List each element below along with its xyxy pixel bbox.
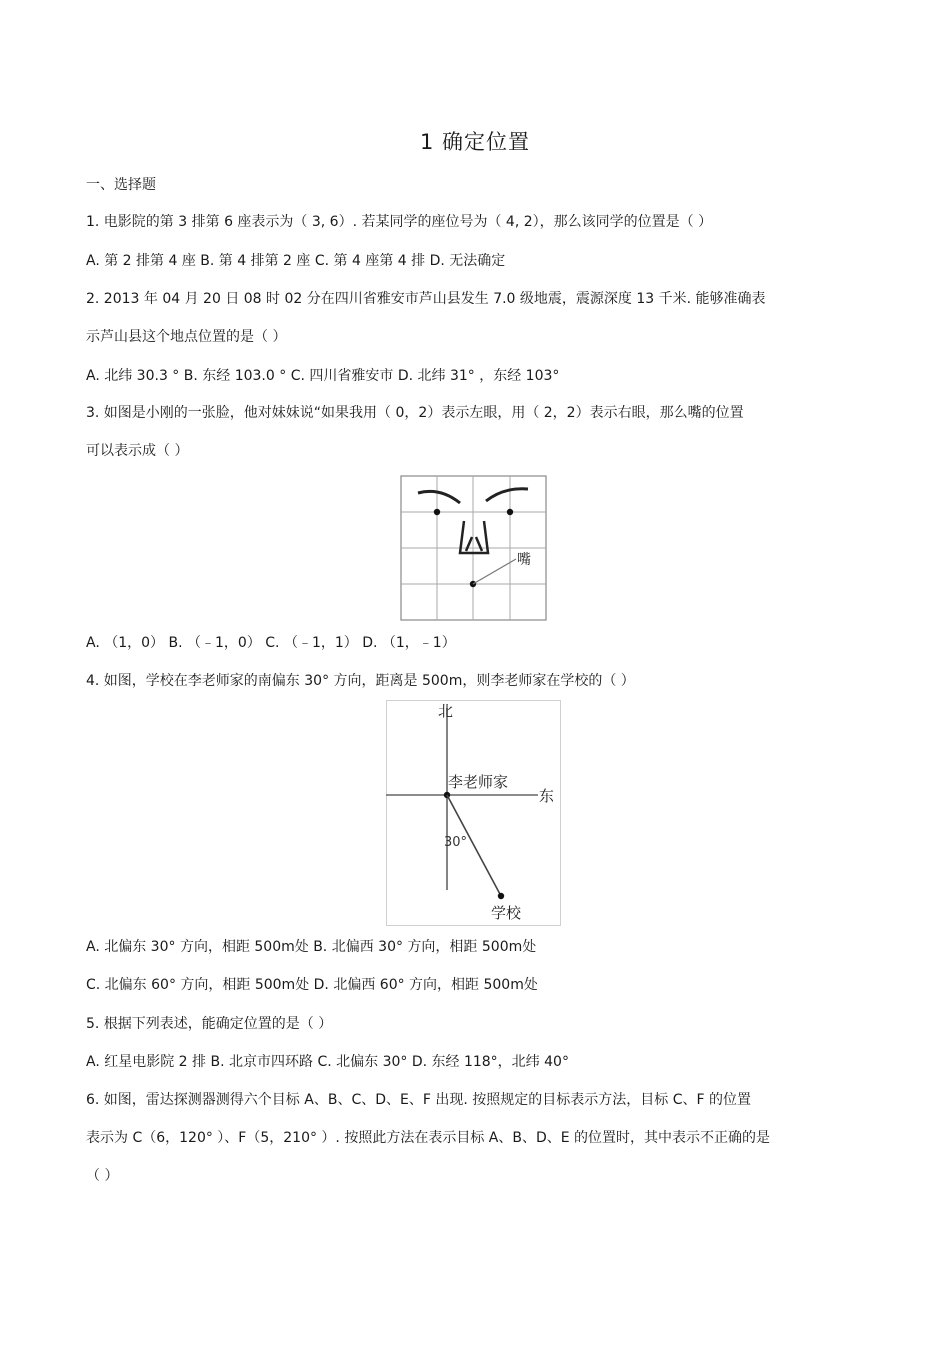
angle-label: 30° [444,835,468,850]
direction-figure [386,700,561,926]
question-6-stem-line3: （ ） [86,1168,119,1184]
question-1-options: A. 第 2 排第 4 座 B. 第 4 排第 2 座 C. 第 4 座第 4 排 D. 无法确定 [86,253,506,269]
question-6-stem-line1: 6. 如图，雷达探测器测得六个目标 A、B、C、D、E、F 出现. 按照规定的目标表示方法，目标 C、F 的位置 [86,1092,751,1108]
home-label: 李老师家 [448,773,509,791]
question-3-options: A. （1，0） B. （﹣1，0） C. （﹣1，1） D. （1，﹣1） [86,635,456,651]
question-4-options-line1: A. 北偏东 30° 方向，相距 500m处 B. 北偏西 30° 方向，相距 500m处 [86,939,537,955]
question-3-stem-line2: 可以表示成（ ） [86,443,189,459]
question-6-stem-line2: 表示为 C（6，120° ）、F（5，210° ）. 按照此方法在表示目标 A、B、D、E 的位置时，其中表示不正确的是 [86,1130,771,1146]
right-eyebrow [486,489,528,501]
school-point [498,893,504,899]
question-2-stem-line1: 2. 2013 年 04 月 20 日 08 时 02 分在四川省雅安市芦山县发生 7.0 级地震，震源深度 13 千米. 能够准确表 [86,291,766,307]
question-3-stem-line1: 3. 如图是小刚的一张脸，他对妹妹说“如果我用（ 0，2）表示左眼，用（ 2，2）表示右眼，那么嘴的位置 [86,405,744,421]
east-label: 东 [539,787,555,805]
section-heading: 一、选择题 [86,177,156,193]
north-label: 北 [438,702,454,720]
question-2-stem-line2: 示芦山县这个地点位置的是（ ） [86,329,287,345]
school-label: 学校 [491,904,522,922]
face-grid-figure [400,475,547,621]
page-title: 1 确定位置 [419,130,531,154]
mouth-label: 嘴 [517,552,531,568]
left-eyebrow [418,491,460,503]
question-5-stem: 5. 根据下列表述，能确定位置的是（ ） [86,1016,333,1032]
question-4-options-line2: C. 北偏东 60° 方向，相距 500m处 D. 北偏西 60° 方向，相距 500m处 [86,977,538,993]
question-2-options: A. 北纬 30.3 ° B. 东经 103.0 ° C. 四川省雅安市 D. 北纬 31° ，东经 103° [86,368,560,384]
question-1-stem: 1. 电影院的第 3 排第 6 座表示为（ 3, 6）. 若某同学的座位号为（ 4, 2），那么该同学的位置是（ ） [86,214,713,230]
left-eye-point [434,509,440,515]
question-4-stem: 4. 如图，学校在李老师家的南偏东 30° 方向，距离是 500m，则李老师家在学校的（ ） [86,673,635,689]
question-5-options: A. 红星电影院 2 排 B. 北京市四环路 C. 北偏东 30° D. 东经 118°，北纬 40° [86,1054,569,1070]
right-eye-point [507,509,513,515]
